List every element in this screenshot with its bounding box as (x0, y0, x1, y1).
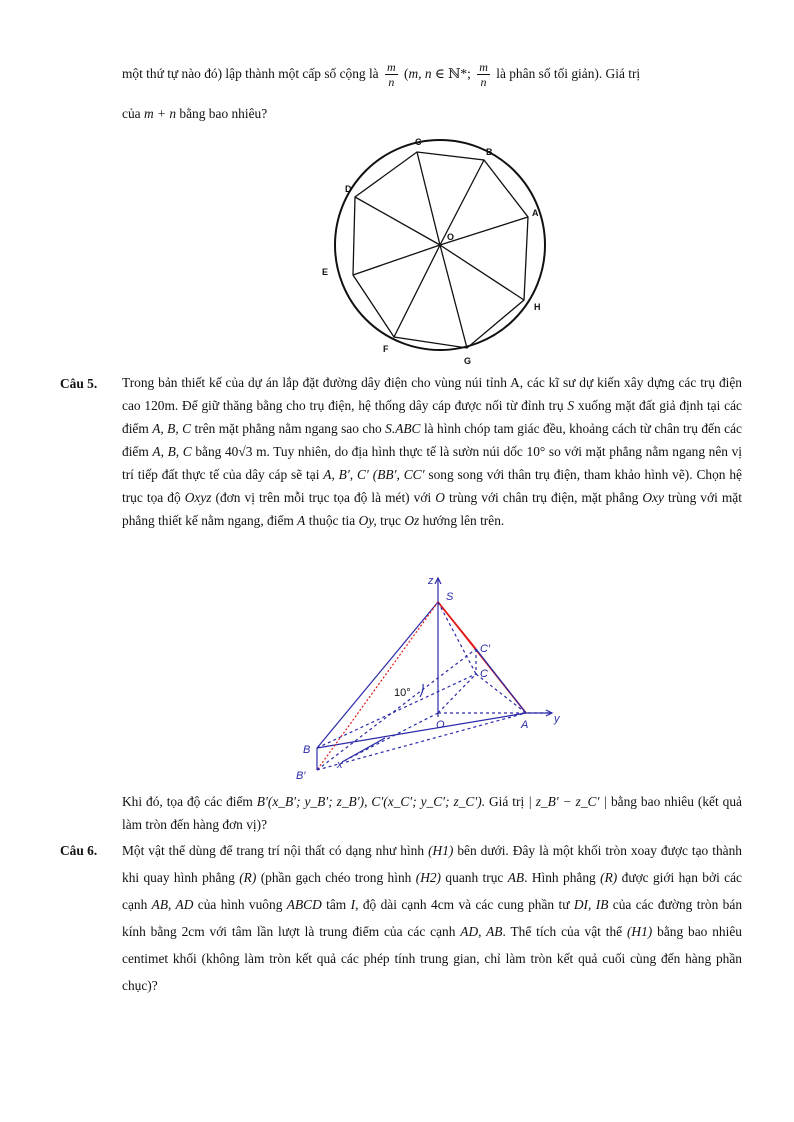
label-B: B (303, 744, 311, 756)
fraction-m-n: $\frac{m}{n}$ (386, 60, 396, 90)
label-G: G (464, 356, 472, 366)
q5-label: Câu 5. (60, 376, 98, 391)
q6-paragraph: Một vật thể dùng để trang trí nội thất có dạng như hình (H1) bên dưới. Đây là một khối tròn xoay được tạo thành khi quay hình phẳng (R) (phần gạch chéo trong hình (H2) quanh trục AB. Hình phẳng (R) được giới hạn bởi các cạnh AB, AD của hình vuông ABCD tâm I, độ dài cạnh 4cm và các cung phần tư DI, IB của các đường tròn bán kính bằng 2cm với tâm lần lượt là trung điểm của các cạnh AD, AB. Thể tích của vật thể (H1) bằng bao nhiêu centimet khối (không làm tròn kết quả các phép tính trung gian, chỉ làm tròn kết quả cuối cùng đến hàng phần chục)? (122, 843, 743, 993)
label-F: F (383, 344, 389, 354)
label-A: A (532, 208, 539, 218)
label-O: O (447, 232, 455, 242)
label-E: E (322, 267, 329, 277)
q6-label: Câu 6. (60, 843, 98, 858)
pyramid-figure (290, 572, 580, 787)
q5-paragraph-1: Trong bản thiết kế của dự án lắp đặt đường dây điện cho vùng núi tỉnh A, các kĩ sư dự kiến xây dựng các trụ điện cao 120m. Để giữ thăng bằng cho trụ điện, hệ thống dây cáp được nối từ đỉnh trụ S xuống mặt đất giả định tại các điểm A, B, C trên mặt phẳng nằm ngang sao cho S.ABC là hình chóp tam giác đều, khoảng cách từ chân trụ đến các điểm A, B, C bằng 40√3 m. Tuy nhiên, do địa hình thực tế là sườn núi dốc 10° so với mặt phẳng nằm ngang nên vị trí tiếp đất thực tế của dây cáp sẽ tại A, B′, C′ (BB′, CC′ song song với thân trụ điện, tham khảo hình vẽ). Chọn hệ trục tọa độ Oxyz (đơn vị trên mỗi trục tọa độ là mét) với O trùng với chân trụ điện, mặt phẳng Oxy trùng với mặt phẳng thiết kế nằm ngang, điểm A thuộc tia Oy, trục Oz hướng lên trên. (122, 375, 743, 528)
fraction-m-n-2: $\frac{m}{n}$ (479, 60, 488, 90)
label-x: x (337, 759, 343, 771)
intro-line-1: một thứ tự nào đó) lập thành một cấp số cộng là $\frac{m}{n}$ (m, n ∈ ℕ*; $\frac{m}{n}$ là phân số tối giản). Giá trị (122, 60, 641, 90)
label-B-prime: B′ (296, 770, 306, 782)
label-C: C (415, 137, 422, 147)
label-A: A (521, 719, 529, 731)
q5-paragraph-2: Khi đó, tọa độ các điểm B′(x_B′; y_B′; z_B′), C′(x_C′; y_C′; z_C′). Giá trị | z_B′ − z_C′ | bằng bao nhiêu (kết quả làm tròn đến hàng đơn vị)? (122, 794, 742, 832)
label-C-prime: C′ (480, 643, 491, 655)
octagon-figure (310, 130, 570, 370)
label-S: S (446, 591, 454, 603)
label-angle: 10° (394, 687, 411, 699)
label-B: B (486, 147, 493, 157)
label-O: O (436, 719, 445, 731)
label-z: z (428, 575, 434, 587)
intro-line-2: của m + n bằng bao nhiêu? (122, 106, 268, 121)
label-y: y (554, 713, 560, 725)
label-D: D (345, 184, 352, 194)
label-H: H (534, 302, 541, 312)
label-C: C (480, 668, 488, 680)
